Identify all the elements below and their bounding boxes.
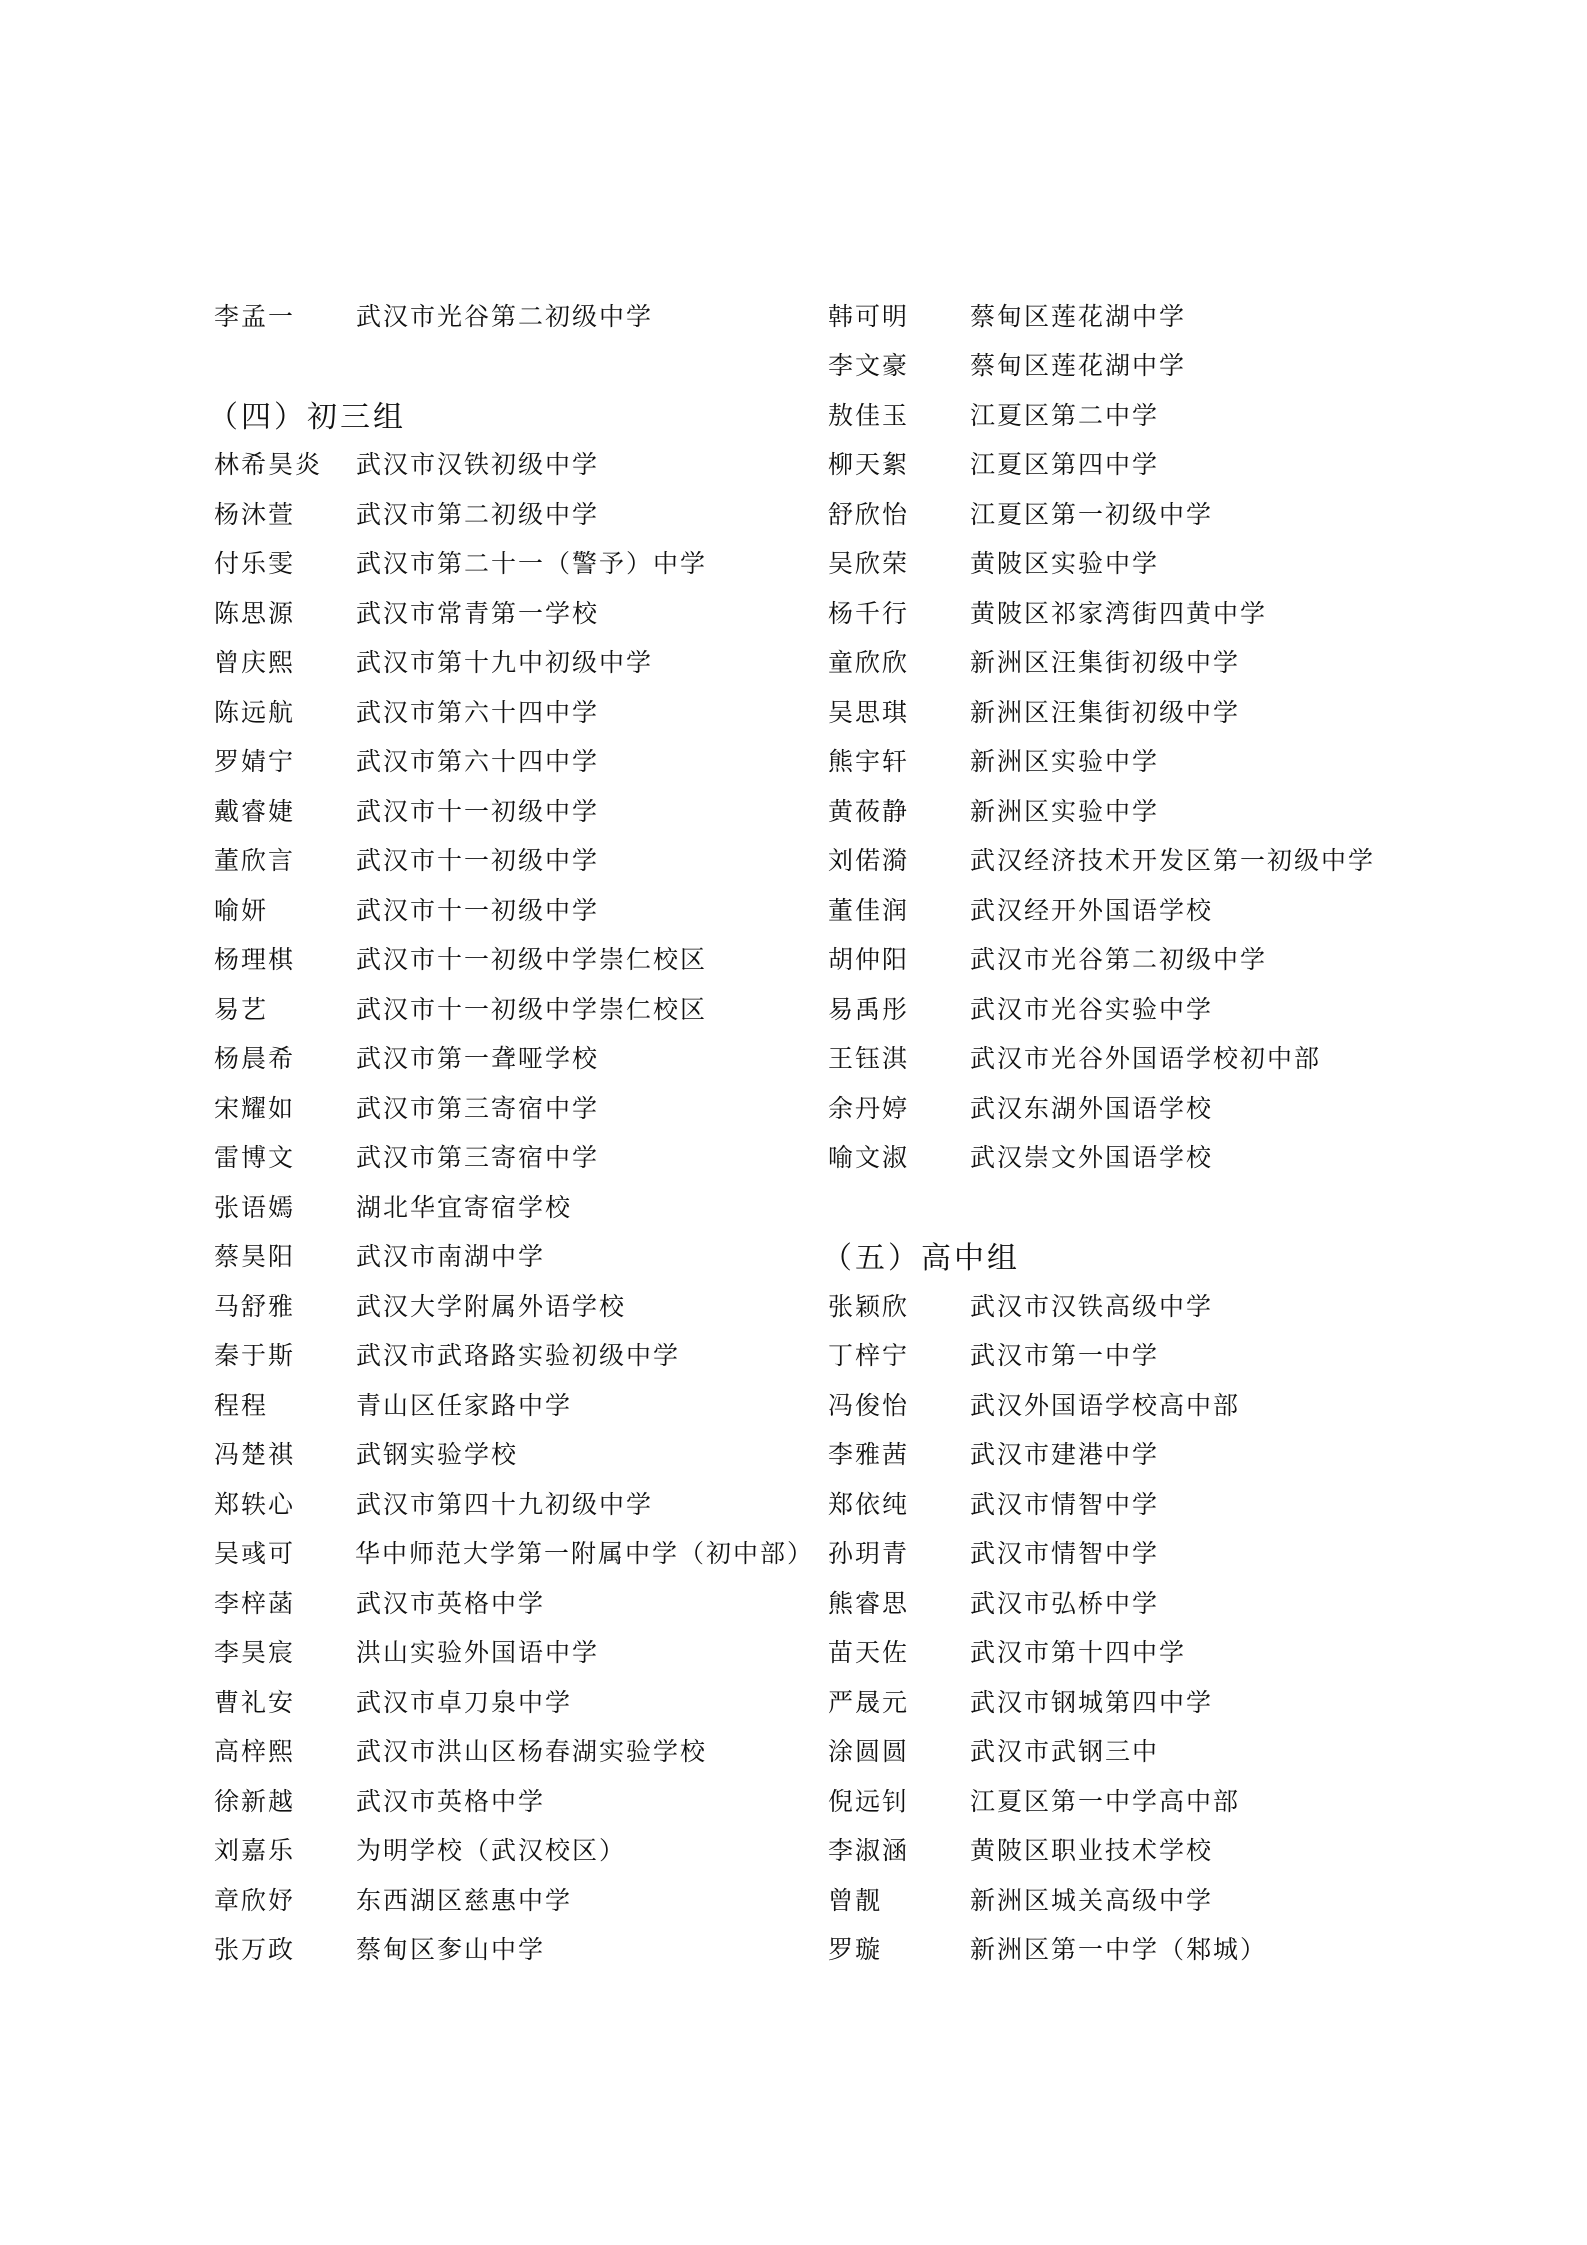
school-name: 武汉市南湖中学 [356, 1242, 546, 1272]
list-item [828, 1082, 1448, 1132]
student-name: 喻文淑 [828, 1143, 910, 1173]
school-name: 武汉市英格中学 [356, 1588, 546, 1618]
school-name: 江夏区第一中学高中部 [970, 1786, 1241, 1816]
school-name: 蔡甸区奓山中学 [356, 1935, 546, 1965]
school-name: 武钢实验学校 [356, 1440, 519, 1470]
list-item [214, 538, 814, 588]
list-item [828, 439, 1448, 489]
list-item [214, 1676, 814, 1726]
school-name: 武汉市第三寄宿中学 [356, 1093, 600, 1123]
school-name: 蔡甸区莲花湖中学 [970, 351, 1187, 381]
list-item [828, 637, 1448, 687]
school-name: 武汉市第十九中初级中学 [356, 648, 654, 678]
school-name: 武汉市光谷外国语学校初中部 [970, 1044, 1322, 1074]
student-name: 曹礼安 [214, 1687, 296, 1717]
school-name: 武汉市第三寄宿中学 [356, 1143, 600, 1173]
student-name: 李文豪 [828, 351, 910, 381]
school-name: 新洲区第一中学（邾城） [970, 1935, 1268, 1965]
student-name: 冯楚祺 [214, 1440, 296, 1470]
list-item [828, 1874, 1448, 1924]
student-name: 敖佳玉 [828, 400, 910, 430]
list-item [214, 1528, 814, 1578]
list-item [214, 1577, 814, 1627]
grade9-continued-list [828, 290, 1448, 1181]
grade9-list [214, 439, 814, 1974]
list-item [828, 488, 1448, 538]
student-name: 张语嫣 [214, 1192, 296, 1222]
list-item [828, 736, 1448, 786]
student-name: 李昊宸 [214, 1638, 296, 1668]
list-item [828, 1627, 1448, 1677]
school-name: 蔡甸区莲花湖中学 [970, 301, 1187, 331]
section-heading-grade9: （四）初三组 [208, 399, 406, 435]
student-name: 柳天絮 [828, 450, 910, 480]
list-item [828, 1280, 1448, 1330]
list-item [828, 884, 1448, 934]
student-name: 董欣言 [214, 846, 296, 876]
student-name: 易艺 [214, 994, 269, 1024]
list-item [828, 587, 1448, 637]
student-name: 吴欣荣 [828, 549, 910, 579]
student-name: 苗天佐 [828, 1638, 910, 1668]
student-name: 秦于斯 [214, 1341, 296, 1371]
student-name: 吴思琪 [828, 697, 910, 727]
student-name: 罗婧宁 [214, 747, 296, 777]
section-heading-high-school: （五）高中组 [822, 1241, 1020, 1277]
student-name: 林希昊炎 [214, 450, 323, 480]
list-item [828, 1429, 1448, 1479]
student-name: 李梓菡 [214, 1588, 296, 1618]
school-name: 武汉市十一初级中学崇仁校区 [356, 994, 708, 1024]
student-name: 丁梓宁 [828, 1341, 910, 1371]
student-name: 冯俊怡 [828, 1390, 910, 1420]
student-name: 黄莜静 [828, 796, 910, 826]
list-item [214, 736, 814, 786]
student-name: 易禹彤 [828, 994, 910, 1024]
school-name: 江夏区第二中学 [970, 400, 1160, 430]
school-name: 新洲区汪集街初级中学 [970, 697, 1241, 727]
student-name: 严晟元 [828, 1687, 910, 1717]
list-item [828, 1676, 1448, 1726]
school-name: 新洲区汪集街初级中学 [970, 648, 1241, 678]
left-pre-list [214, 290, 814, 340]
student-name: 李淑涵 [828, 1836, 910, 1866]
student-name: 舒欣怡 [828, 499, 910, 529]
school-name: 武汉市汉铁高级中学 [970, 1291, 1214, 1321]
student-name: 高梓熙 [214, 1737, 296, 1767]
list-item [214, 587, 814, 637]
school-name: 湖北华宜寄宿学校 [356, 1192, 573, 1222]
list-item [214, 1924, 814, 1974]
school-name: 武汉市第四十九初级中学 [356, 1489, 654, 1519]
student-name: 蔡昊阳 [214, 1242, 296, 1272]
school-name: 武汉大学附属外语学校 [356, 1291, 627, 1321]
student-name: 付乐雯 [214, 549, 296, 579]
list-item [828, 1478, 1448, 1528]
student-name: 涂圆圆 [828, 1737, 910, 1767]
list-item [214, 785, 814, 835]
school-name: 武汉市光谷第二初级中学 [970, 945, 1268, 975]
list-item [828, 835, 1448, 885]
list-item [214, 934, 814, 984]
list-item [214, 1132, 814, 1182]
list-item [828, 1577, 1448, 1627]
student-name: 张万政 [214, 1935, 296, 1965]
student-name: 宋耀如 [214, 1093, 296, 1123]
list-item [828, 983, 1448, 1033]
school-name: 武汉市第一中学 [970, 1341, 1160, 1371]
school-name: 武汉市情智中学 [970, 1489, 1160, 1519]
student-name: 戴睿婕 [214, 796, 296, 826]
student-name: 胡仲阳 [828, 945, 910, 975]
school-name: 新洲区实验中学 [970, 747, 1160, 777]
student-name: 杨理棋 [214, 945, 296, 975]
student-name: 董佳润 [828, 895, 910, 925]
school-name: 武汉经济技术开发区第一初级中学 [970, 846, 1376, 876]
school-name: 武汉市常青第一学校 [356, 598, 600, 628]
list-item [214, 290, 814, 340]
school-name: 武汉市第二十一（警予）中学 [356, 549, 708, 579]
student-name: 李雅茜 [828, 1440, 910, 1470]
school-name: 新洲区实验中学 [970, 796, 1160, 826]
student-name: 熊睿思 [828, 1588, 910, 1618]
list-item [828, 389, 1448, 439]
school-name: 武汉市第六十四中学 [356, 747, 600, 777]
list-item [214, 439, 814, 489]
student-name: 刘偌漪 [828, 846, 910, 876]
school-name: 黄陂区职业技术学校 [970, 1836, 1214, 1866]
school-name: 武汉外国语学校高中部 [970, 1390, 1241, 1420]
school-name: 武汉市卓刀泉中学 [356, 1687, 573, 1717]
school-name: 武汉市武钢三中 [970, 1737, 1160, 1767]
list-item [828, 1379, 1448, 1429]
student-name: 杨晨希 [214, 1044, 296, 1074]
student-name: 熊宇轩 [828, 747, 910, 777]
school-name: 武汉市十一初级中学 [356, 846, 600, 876]
school-name: 江夏区第一初级中学 [970, 499, 1214, 529]
student-name: 王钰淇 [828, 1044, 910, 1074]
student-name: 马舒雅 [214, 1291, 296, 1321]
student-name: 曾庆熙 [214, 648, 296, 678]
school-name: 华中师范大学第一附属中学（初中部） [354, 1539, 814, 1569]
student-name: 曾靓 [828, 1885, 883, 1915]
school-name: 武汉市建港中学 [970, 1440, 1160, 1470]
school-name: 武汉市十一初级中学 [356, 895, 600, 925]
list-item [214, 1775, 814, 1825]
list-item [214, 1429, 814, 1479]
list-item [828, 1726, 1448, 1776]
left-column [208, 290, 814, 1973]
student-name: 吴彧可 [214, 1539, 296, 1569]
list-item [214, 884, 814, 934]
list-item [828, 340, 1448, 390]
right-column [822, 290, 1448, 1973]
list-item [214, 1033, 814, 1083]
school-name: 武汉经开外国语学校 [970, 895, 1214, 925]
list-item [214, 1825, 814, 1875]
list-item [828, 1330, 1448, 1380]
list-item [828, 1033, 1448, 1083]
school-name: 武汉市第一聋哑学校 [356, 1044, 600, 1074]
school-name: 青山区任家路中学 [356, 1390, 573, 1420]
school-name: 武汉市情智中学 [970, 1539, 1160, 1569]
school-name: 武汉市第六十四中学 [356, 697, 600, 727]
list-item [214, 1280, 814, 1330]
school-name: 武汉市武珞路实验初级中学 [356, 1341, 681, 1371]
school-name: 洪山实验外国语中学 [356, 1638, 600, 1668]
school-name: 东西湖区慈惠中学 [356, 1885, 573, 1915]
list-item [214, 1181, 814, 1231]
student-name: 童欣欣 [828, 648, 910, 678]
list-item [828, 1924, 1448, 1974]
student-name: 余丹婷 [828, 1093, 910, 1123]
school-name: 武汉市洪山区杨春湖实验学校 [356, 1737, 708, 1767]
list-item [828, 290, 1448, 340]
student-name: 韩可明 [828, 301, 910, 331]
list-item [214, 686, 814, 736]
school-name: 武汉市光谷第二初级中学 [356, 301, 654, 331]
student-name: 陈思源 [214, 598, 296, 628]
list-item [828, 1132, 1448, 1182]
list-item [214, 983, 814, 1033]
list-item [214, 1627, 814, 1677]
student-name: 雷博文 [214, 1143, 296, 1173]
school-name: 武汉市弘桥中学 [970, 1588, 1160, 1618]
high-school-list [828, 1280, 1448, 1973]
list-item [214, 1082, 814, 1132]
section-gap [214, 340, 814, 390]
student-name: 章欣妤 [214, 1885, 296, 1915]
list-item [214, 637, 814, 687]
student-name: 刘嘉乐 [214, 1836, 296, 1866]
school-name: 武汉市十一初级中学崇仁校区 [356, 945, 708, 975]
student-name: 陈远航 [214, 697, 296, 727]
list-item [828, 1825, 1448, 1875]
section-gap [828, 1181, 1448, 1231]
list-item [214, 1231, 814, 1281]
list-item [828, 785, 1448, 835]
student-name: 程程 [214, 1390, 269, 1420]
school-name: 武汉市光谷实验中学 [970, 994, 1214, 1024]
school-name: 武汉市第二初级中学 [356, 499, 600, 529]
list-item [214, 1874, 814, 1924]
school-name: 为明学校（武汉校区） [356, 1836, 627, 1866]
student-name: 孙玥青 [828, 1539, 910, 1569]
school-name: 武汉市十一初级中学 [356, 796, 600, 826]
list-item [828, 1528, 1448, 1578]
list-item [214, 1330, 814, 1380]
school-name: 武汉市汉铁初级中学 [356, 450, 600, 480]
school-name: 武汉市钢城第四中学 [970, 1687, 1214, 1717]
list-item [828, 1775, 1448, 1825]
student-name: 徐新越 [214, 1786, 296, 1816]
student-name: 张颖欣 [828, 1291, 910, 1321]
student-name: 郑依纯 [828, 1489, 910, 1519]
list-item [214, 835, 814, 885]
school-name: 黄陂区实验中学 [970, 549, 1160, 579]
school-name: 武汉东湖外国语学校 [970, 1093, 1214, 1123]
list-item [828, 538, 1448, 588]
school-name: 江夏区第四中学 [970, 450, 1160, 480]
list-item [214, 1726, 814, 1776]
list-item [828, 934, 1448, 984]
list-item [214, 1379, 814, 1429]
school-name: 武汉市第十四中学 [970, 1638, 1187, 1668]
student-name: 罗璇 [828, 1935, 883, 1965]
student-name: 杨千行 [828, 598, 910, 628]
student-name: 杨沐萱 [214, 499, 296, 529]
school-name: 武汉市英格中学 [356, 1786, 546, 1816]
school-name: 黄陂区祁家湾街四黄中学 [970, 598, 1268, 628]
school-name: 新洲区城关高级中学 [970, 1885, 1214, 1915]
student-name: 李孟一 [214, 301, 296, 331]
school-name: 武汉崇文外国语学校 [970, 1143, 1214, 1173]
list-item [214, 488, 814, 538]
student-name: 喻妍 [214, 895, 269, 925]
student-name: 郑轶心 [214, 1489, 296, 1519]
list-item [828, 686, 1448, 736]
list-item [214, 1478, 814, 1528]
student-name: 倪远钊 [828, 1786, 910, 1816]
